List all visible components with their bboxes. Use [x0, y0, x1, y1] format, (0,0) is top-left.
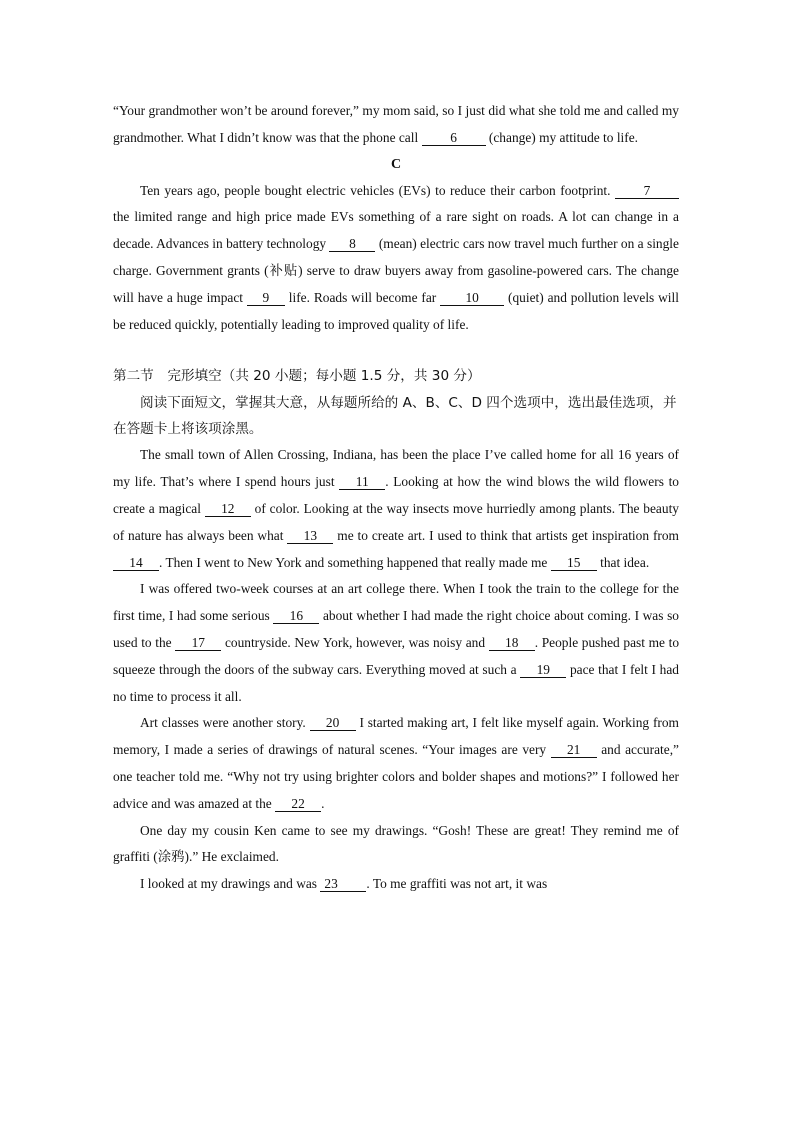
blank-19[interactable]: 19: [520, 663, 566, 678]
blank-12[interactable]: 12: [205, 502, 251, 517]
blank-9[interactable]: 9: [247, 291, 285, 306]
section-2-title: 第二节 完形填空（共 20 小题；每小题 1.5 分，共 30 分）: [113, 368, 481, 385]
passage-c: Ten years ago, people bought electric vehicles (EVs) to reduce their carbon footprint. 7 the limited range and high price made EVs something of a rare sight on roads. A lot can change in a decade. Advances in battery technology 8 (mean) electric cars now travel much further on a single charge. Government grants (补贴) serve to draw buyers away from gasoline-powered cars. The change will have a huge impact 9 life. Roads will become far 10 (quiet) and pollution levels will be reduced quickly, potentially leading to improved quality of life.: [113, 182, 679, 332]
blank-7[interactable]: 7: [615, 184, 679, 199]
cloze-paragraph-4: One day my cousin Ken came to see my drawings. “Gosh! These are great! They remind me of graffiti (涂鸦).” He exclaimed.: [113, 822, 679, 865]
section-c-label: C: [390, 156, 402, 172]
exam-page: [113, 98, 679, 898]
blank-10[interactable]: 10: [440, 291, 504, 306]
blank-23[interactable]: 23: [320, 877, 366, 892]
section-2-instructions: 阅读下面短文，掌握其大意，从每题所给的 A、B、C、D 四个选项中，选出最佳选项，并在答题卡上将该项涂黑。: [113, 395, 677, 438]
blank-20[interactable]: 20: [310, 716, 356, 731]
blank-11[interactable]: 11: [339, 475, 385, 490]
cloze-paragraph-1: The small town of Allen Crossing, Indiana, has been the place I’ve called home for all 16 years of my life. That’s where I spend hours just 11 . Looking at how the wind blows the wild flowers to create a magical 12 of color. Looking at the way insects move hurriedly among plants. The beauty of nature has always been what 13 me to create art. I used to think that artists get inspiration from 14 . Then I went to New York and something happened that really made me 15 that idea.: [113, 447, 679, 570]
cloze-paragraph-2: I was offered two-week courses at an art college there. When I took the train to the college for the first time, I had some serious 16 about whether I had made the right choice about coming. I was so used to the 17 countryside. New York, however, was noisy and 18 . People pushed past me to squeeze through the doors of the subway cars. Everything moved at such a 19 pace that I felt I had no time to process it all.: [113, 581, 680, 704]
blank-15[interactable]: 15: [551, 556, 597, 571]
blank-22[interactable]: 22: [275, 797, 321, 812]
blank-8[interactable]: 8: [329, 237, 375, 252]
blank-21[interactable]: 21: [551, 743, 597, 758]
cloze-paragraph-5: I looked at my drawings and was 23 . To me graffiti was not art, it was: [140, 876, 548, 892]
blank-6[interactable]: 6: [422, 131, 486, 146]
blank-14[interactable]: 14: [113, 556, 159, 571]
cloze-paragraph-3: Art classes were another story. 20 I started making art, I felt like myself again. Working from memory, I made a series of drawings of natural scenes. “Your images are very 21 and accurate,” one teacher told me. “Why not try using brighter colors and bolder shapes and motions?” I followed her advice and was amazed at the 22 .: [113, 715, 679, 811]
blank-13[interactable]: 13: [287, 529, 333, 544]
blank-17[interactable]: 17: [175, 636, 221, 651]
passage-b-ending: “Your grandmother won’t be around forever,” my mom said, so I just did what she told me and called my grandmother. What I didn’t know was that the phone call 6 (change) my attitude to life.: [113, 103, 679, 145]
blank-18[interactable]: 18: [489, 636, 535, 651]
blank-16[interactable]: 16: [273, 609, 319, 624]
